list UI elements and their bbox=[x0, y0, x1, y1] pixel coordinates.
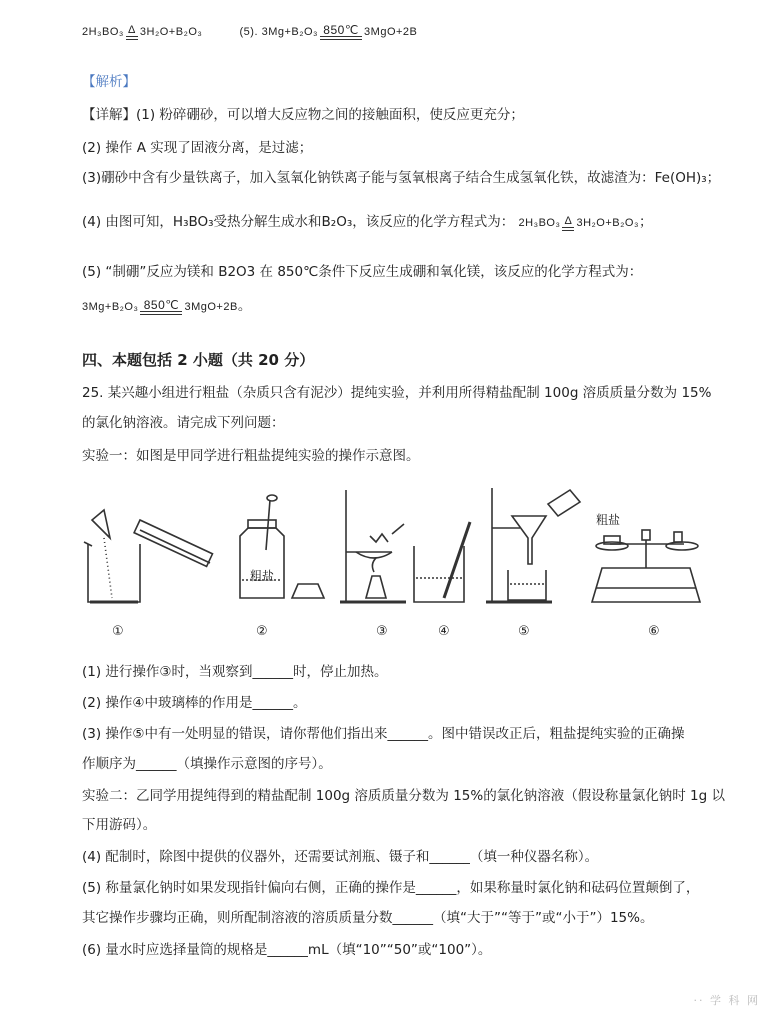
p4-eq-right: 3H₂O+B₂O₃ bbox=[576, 217, 639, 229]
analysis-p3: (3)硼砂中含有少量铁离子，加入氢氧化钠铁离子能与氢氧根离子结合生成氢氧化铁，故滤渣为：Fe(OH)₃； bbox=[82, 170, 721, 186]
p4-eq-left: 2H₃BO₃ bbox=[518, 217, 561, 229]
experiment2-line2: 下用游码）。 bbox=[82, 817, 157, 833]
label-2: ② bbox=[256, 624, 268, 639]
experiment1-intro: 实验一：如图是甲同学进行粗盐提纯实验的操作示意图。 bbox=[82, 448, 420, 464]
eq1-left: 2H₃BO₃ bbox=[82, 26, 124, 38]
question-1: (1) 进行操作③时，当观察到______时，停止加热。 bbox=[82, 664, 388, 680]
label-6: ⑥ bbox=[648, 624, 660, 639]
p5-end: 。 bbox=[237, 298, 252, 314]
p5-eq-right: 3MgO+2B bbox=[184, 301, 238, 313]
top-equations bbox=[82, 22, 417, 42]
analysis-tag: 【解析】 bbox=[82, 74, 136, 90]
eq2-right: 3MgO+2B bbox=[364, 26, 418, 38]
operation-4-stir bbox=[414, 522, 470, 602]
watermark: ·· 学 科 网 bbox=[693, 994, 760, 1007]
eq2-prefix: (5). 3Mg+B₂O₃ bbox=[239, 26, 319, 38]
question-3-line2: 作顺序为______（填操作示意图的序号）。 bbox=[82, 756, 332, 772]
label-3: ③ bbox=[376, 624, 388, 639]
q25-line2: 的氯化钠溶液。请完成下列问题： bbox=[82, 415, 285, 431]
p5-eq-left: 3Mg+B₂O₃ bbox=[82, 301, 139, 313]
operation-5-filter bbox=[486, 488, 580, 602]
question-5-line2: 其它操作步骤均正确，则所配制溶液的溶质质量分数______（填“大于”“等于”或“小于”）15%。 bbox=[82, 910, 654, 926]
question-5-line1: (5) 称量氯化钠时如果发现指针偏向右侧，正确的操作是______，如果称量时氯化钠和砝码位置颠倒了， bbox=[82, 880, 700, 896]
eq2-condition: 850℃ bbox=[320, 24, 362, 40]
p5-eq-condition: 850℃ bbox=[140, 299, 182, 315]
analysis-p4-text: (4) 由图可知，H₃BO₃受热分解生成水和B₂O₃，该反应的化学方程式为： bbox=[82, 214, 515, 230]
apparatus-figure bbox=[0, 480, 776, 630]
question-3-line1: (3) 操作⑤中有一处明显的错误，请你帮他们指出来______。图中错误改正后，粗盐提纯实验的正确操 bbox=[82, 726, 685, 742]
question-2: (2) 操作④中玻璃棒的作用是______。 bbox=[82, 695, 307, 711]
analysis-p1: 【详解】(1) 粉碎硼砂，可以增大反应物之间的接触面积，使反应更充分； bbox=[82, 107, 524, 123]
question-4: (4) 配制时，除图中提供的仪器外，还需要试剂瓶、镊子和______（填一种仪器名称）。 bbox=[82, 849, 599, 865]
section-title: 四、本题包括 2 小题（共 20 分） bbox=[82, 351, 315, 369]
analysis-p4 bbox=[82, 212, 652, 233]
analysis-p5-equation bbox=[82, 296, 251, 317]
eq1-right: 3H₂O+B₂O₃ bbox=[139, 26, 203, 38]
experiment2-line1: 实验二：乙同学用提纯得到的精盐配制 100g 溶质质量分数为 15%的氯化钠溶液（假设称量氯化钠时 1g 以 bbox=[82, 788, 725, 804]
p4-end: ； bbox=[638, 214, 653, 230]
balance-label: 粗盐 bbox=[596, 513, 621, 527]
q25-line1: 25. 某兴趣小组进行粗盐（杂质只含有泥沙）提纯实验，并利用所得精盐配制 100g 溶质质量分数为 15% bbox=[82, 385, 712, 401]
operation-3-evaporate bbox=[340, 490, 406, 602]
label-1: ① bbox=[112, 624, 124, 639]
eq1-condition: Δ bbox=[126, 24, 138, 40]
analysis-p2: (2) 操作 A 实现了固液分离，是过滤； bbox=[82, 140, 313, 156]
operation-6-balance bbox=[592, 530, 700, 602]
operation-1-dissolve bbox=[84, 510, 213, 602]
p4-eq-condition: Δ bbox=[562, 215, 574, 231]
analysis-p5: (5) “制硼”反应为镁和 B2O3 在 850℃条件下反应生成硼和氧化镁，该反应的化学方程式为： bbox=[82, 264, 643, 280]
label-4: ④ bbox=[438, 624, 450, 639]
question-6: (6) 量水时应选择量筒的规格是______mL（填“10”“50”或“100”）。 bbox=[82, 942, 492, 958]
bottle-label: 粗盐 bbox=[250, 569, 275, 583]
label-5: ⑤ bbox=[518, 624, 530, 639]
